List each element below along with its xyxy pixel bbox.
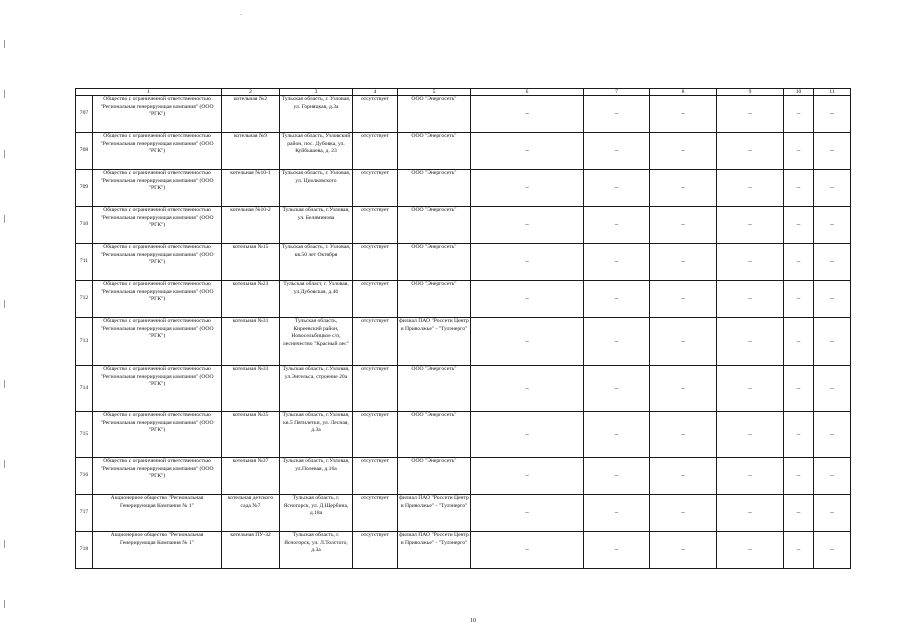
column-4-value: отсутствует [353,318,398,366]
empty-value-cell: – [471,318,584,366]
empty-value-cell: – [471,133,584,170]
column-header: 11 [814,89,851,96]
heat-source: котельная детского сада №7 [222,495,280,532]
address: Тульская область, Киреевский район, Новосельбицкое с/п, лесничество "Красный лес" [280,318,353,366]
empty-value-cell: – [471,281,584,318]
address: Тульская область, г. Ясногорск, ул. Д.Щербина, д.18а [280,495,353,532]
empty-value-cell: – [717,96,784,133]
empty-value-cell: – [471,412,584,458]
row-number: 709 [76,170,93,207]
column-header: 2 [222,89,280,96]
organization-name: Акционерное общество "Региональная Генерирующая Компания № 1" [93,495,222,532]
row-number: 714 [76,366,93,412]
empty-value-cell: – [584,96,650,133]
table-row [76,458,851,495]
address: Тульская область, г. Узловая, ул. Циолковского [280,170,353,207]
empty-value-cell: – [814,170,851,207]
empty-value-cell: – [784,532,814,569]
row-number: 707 [76,96,93,133]
empty-value-cell: – [471,244,584,281]
margin-mark [4,90,5,98]
empty-value-cell: – [814,366,851,412]
empty-value-cell: – [814,458,851,495]
organization-name: Акционерное общество "Региональная Генерирующая Компания № 1" [93,532,222,569]
empty-value-cell: – [784,458,814,495]
margin-mark [4,150,5,158]
address: Тульская область, г.Узловая, ул.Энгельса, строение 20а [280,366,353,412]
top-mark: - [240,12,242,18]
empty-value-cell: – [717,281,784,318]
table-row [76,281,851,318]
registry-table [75,88,851,569]
row-number: 718 [76,532,93,569]
empty-value-cell: – [471,532,584,569]
column-4-value: отсутствует [353,495,398,532]
network-organization: филиал ПАО "Россети Центр и Приволжье" - "Тулэнерго" [398,318,471,366]
heat-source: котельная №33 [222,366,280,412]
organization-name: Общество с ограниченной ответственностью "Региональная генерирующая компания" (ООО "РГК") [93,170,222,207]
empty-value-cell: – [584,532,650,569]
network-organization: ООО "Энергосеть" [398,281,471,318]
empty-value-cell: – [584,412,650,458]
organization-name: Общество с ограниченной ответственностью "Региональная генерирующая компания" (ООО "РГК") [93,207,222,244]
empty-value-cell: – [650,458,717,495]
column-4-value: отсутствует [353,133,398,170]
empty-value-cell: – [471,458,584,495]
network-organization: ООО "Энергосеть" [398,133,471,170]
table-row [76,170,851,207]
column-header: 9 [717,89,784,96]
table-row [76,366,851,412]
row-number: 711 [76,244,93,281]
heat-source: котельная №10-1 [222,170,280,207]
empty-value-cell: – [784,170,814,207]
empty-value-cell: – [717,458,784,495]
address: Тульская област, г. Узловая, ул.Дубовская, д.46 [280,281,353,318]
heat-source: котельная №31 [222,318,280,366]
network-organization: филиал ПАО "Россети Центр и Приволжье" - "Тулэнерго" [398,495,471,532]
empty-value-cell: – [584,366,650,412]
row-number: 716 [76,458,93,495]
empty-value-cell: – [784,366,814,412]
page-number: 10 [470,618,476,624]
empty-value-cell: – [814,207,851,244]
organization-name: Общество с ограниченной ответственностью "Региональная генерирующая компания" (ООО "РГК") [93,96,222,133]
organization-name: Общество с ограниченной ответственностью "Региональная генерирующая компания" (ООО "РГК") [93,281,222,318]
network-organization: ООО "Энергосеть" [398,207,471,244]
empty-value-cell: – [717,170,784,207]
network-organization: ООО "Энергосеть" [398,244,471,281]
empty-value-cell: – [717,133,784,170]
empty-value-cell: – [814,318,851,366]
empty-value-cell: – [471,495,584,532]
empty-value-cell: – [784,96,814,133]
address: Тульская область, г. Узловая, ул. Горняцкая, д.3а [280,96,353,133]
empty-value-cell: – [717,412,784,458]
empty-value-cell: – [650,495,717,532]
address: Тульская область, г.Узловая, ул. Беляминова [280,207,353,244]
column-4-value: отсутствует [353,207,398,244]
heat-source: котельная №9 [222,133,280,170]
table-row [76,495,851,532]
empty-value-cell: – [584,281,650,318]
network-organization: ООО "Энергосеть" [398,412,471,458]
table-row [76,207,851,244]
column-header: 3 [280,89,353,96]
table-row [76,96,851,133]
empty-value-cell: – [650,170,717,207]
empty-value-cell: – [814,96,851,133]
row-number: 713 [76,318,93,366]
empty-value-cell: – [584,495,650,532]
heat-source: котельная №10-2 [222,207,280,244]
table-row [76,244,851,281]
organization-name: Общество с ограниченной ответственностью "Региональная генерирующая компания" (ООО "РГК") [93,244,222,281]
column-4-value: отсутствует [353,281,398,318]
empty-value-cell: – [471,96,584,133]
table-header-row [76,89,851,96]
heat-source: котельная №37 [222,458,280,495]
column-4-value: отсутствует [353,170,398,207]
heat-source: котельная №35 [222,412,280,458]
organization-name: Общество с ограниченной ответственностью "Региональная генерирующая компания" (ООО "РГК") [93,458,222,495]
column-4-value: отсутствует [353,244,398,281]
heat-source: котельная №23 [222,281,280,318]
empty-value-cell: – [814,244,851,281]
empty-value-cell: – [584,318,650,366]
column-4-value: отсутствует [353,458,398,495]
empty-value-cell: – [717,244,784,281]
column-header: 5 [398,89,471,96]
empty-value-cell: – [784,495,814,532]
empty-value-cell: – [471,207,584,244]
empty-value-cell: – [784,207,814,244]
table-row [76,412,851,458]
empty-value-cell: – [584,133,650,170]
empty-value-cell: – [717,207,784,244]
empty-value-cell: – [784,318,814,366]
organization-name: Общество с ограниченной ответственностью "Региональная генерирующая компания" (ООО "РГК") [93,318,222,366]
heat-source: котельная №2 [222,96,280,133]
empty-value-cell: – [784,133,814,170]
row-number: 715 [76,412,93,458]
row-number: 712 [76,281,93,318]
row-number: 710 [76,207,93,244]
column-4-value: отсутствует [353,96,398,133]
row-number: 717 [76,495,93,532]
empty-value-cell: – [717,366,784,412]
organization-name: Общество с ограниченной ответственностью "Региональная генерирующая компания" (ООО "РГК") [93,366,222,412]
empty-value-cell: – [814,532,851,569]
margin-mark [4,540,5,548]
empty-value-cell: – [650,133,717,170]
network-organization: ООО "Энергосеть" [398,96,471,133]
network-organization: ООО "Энергосеть" [398,170,471,207]
empty-value-cell: – [814,133,851,170]
empty-value-cell: – [650,207,717,244]
column-header: 7 [584,89,650,96]
table-row [76,318,851,366]
column-header: 6 [471,89,584,96]
empty-value-cell: – [471,170,584,207]
column-header: 1 [76,89,222,96]
empty-value-cell: – [784,244,814,281]
heat-source: котельная ПУ-32 [222,532,280,569]
column-header: 4 [353,89,398,96]
empty-value-cell: – [584,458,650,495]
organization-name: Общество с ограниченной ответственностью "Региональная генерирующая компания" (ООО "РГК") [93,412,222,458]
table-row [76,133,851,170]
column-4-value: отсутствует [353,532,398,569]
network-organization: ООО "Энергосеть" [398,458,471,495]
empty-value-cell: – [584,207,650,244]
empty-value-cell: – [814,495,851,532]
table-row [76,532,851,569]
empty-value-cell: – [784,412,814,458]
empty-value-cell: – [650,244,717,281]
column-4-value: отсутствует [353,366,398,412]
empty-value-cell: – [814,412,851,458]
empty-value-cell: – [814,281,851,318]
margin-mark [4,600,5,608]
column-header: 10 [784,89,814,96]
network-organization: ООО "Энергосеть" [398,366,471,412]
row-number: 708 [76,133,93,170]
network-organization: филиал ПАО "Россети Центр и Приволжье" - "Тулэнерго" [398,532,471,569]
empty-value-cell: – [650,366,717,412]
empty-value-cell: – [717,532,784,569]
empty-value-cell: – [650,96,717,133]
address: Тульская область, г. Ясногорск, ул. Л.Толстого, д.3а [280,532,353,569]
column-header: 8 [650,89,717,96]
empty-value-cell: – [650,281,717,318]
empty-value-cell: – [650,318,717,366]
address: Тульская область, г. Узловая, кв.50 лет Октября [280,244,353,281]
empty-value-cell: – [471,366,584,412]
empty-value-cell: – [717,318,784,366]
empty-value-cell: – [650,532,717,569]
empty-value-cell: – [650,412,717,458]
margin-mark [4,215,5,223]
organization-name: Общество с ограниченной ответственностью "Региональная генерирующая компания" (ООО "РГК") [93,133,222,170]
address: Тульская область, г.Узловая, ул.Полевая, д.16а [280,458,353,495]
empty-value-cell: – [584,170,650,207]
column-4-value: отсутствует [353,412,398,458]
margin-mark [4,460,5,468]
margin-mark [4,380,5,388]
empty-value-cell: – [584,244,650,281]
address: Тульская область, Узловский район, пос. Дубовка, ул. Куйбышева, д. 23 [280,133,353,170]
margin-mark [4,300,5,308]
empty-value-cell: – [717,495,784,532]
empty-value-cell: – [784,281,814,318]
heat-source: котельная №15 [222,244,280,281]
margin-mark [4,40,5,48]
address: Тульская область, г.Узловая, кв.5 Пятилетки, ул. Лесная, д.3а [280,412,353,458]
